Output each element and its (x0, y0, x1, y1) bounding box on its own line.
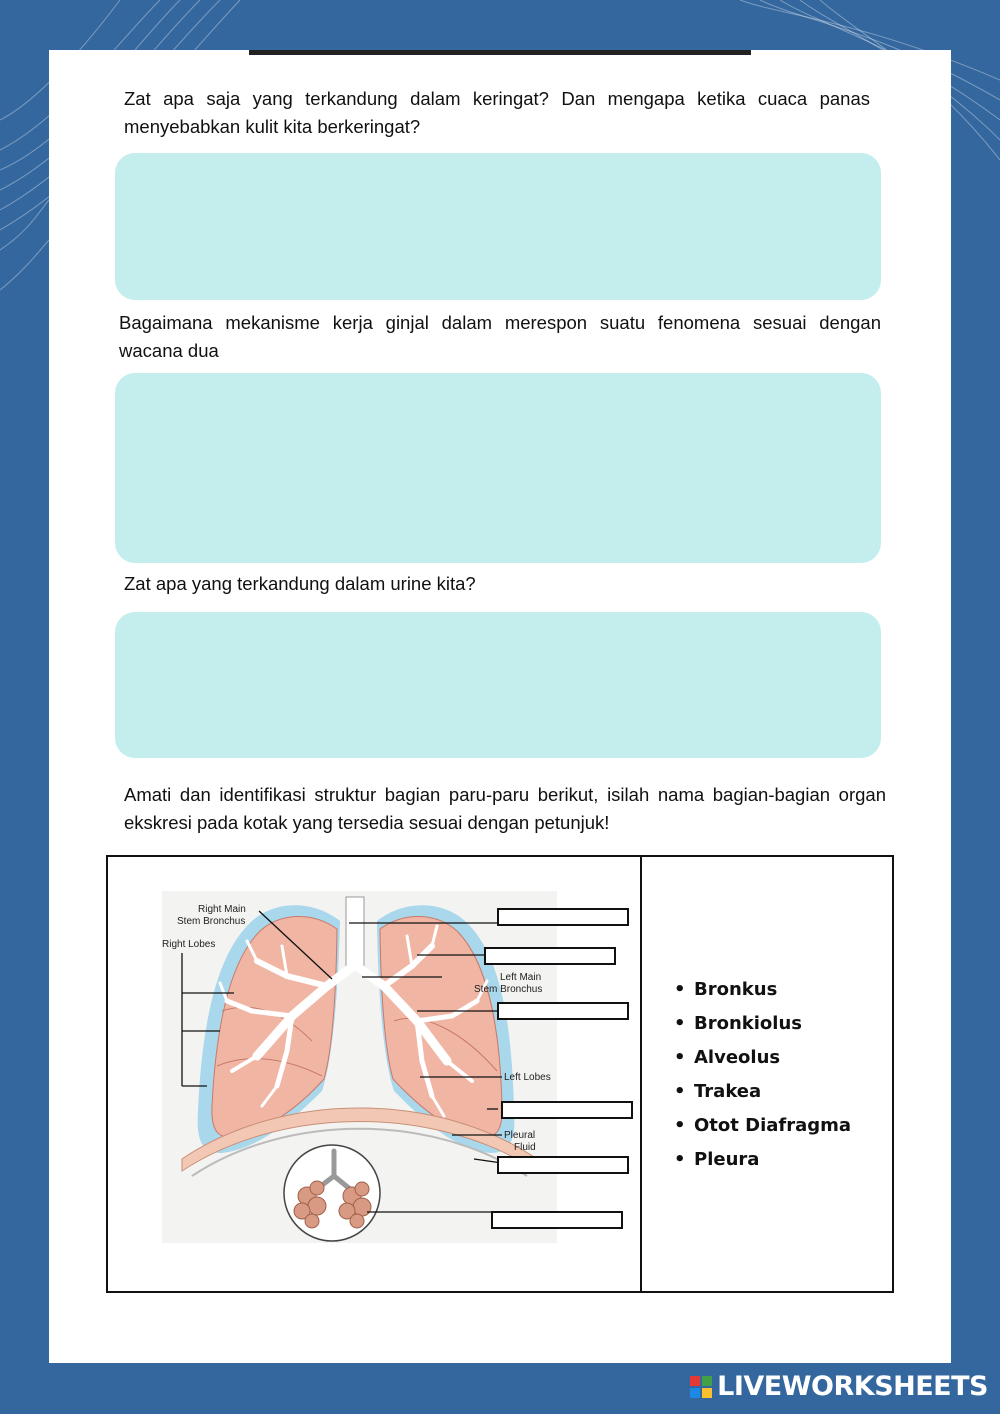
option-bronkus: • Bronkus (672, 973, 851, 1007)
liveworksheets-logo-icon (690, 1376, 712, 1398)
label-input-2[interactable] (484, 947, 616, 965)
top-bar-divider (249, 50, 751, 55)
label-left-main: Left Main (500, 972, 542, 983)
label-left-stem-bronchus: Stem Bronchus (474, 984, 543, 995)
label-pleural: Pleural (504, 1130, 536, 1141)
option-bronkiolus: • Bronkiolus (672, 1007, 851, 1041)
label-input-6[interactable] (491, 1211, 623, 1229)
label-input-5[interactable] (497, 1156, 629, 1174)
logo-square-v (690, 1388, 700, 1398)
question-1-text: Zat apa saja yang terkandung dalam keringat? Dan mengapa ketika cuaca panas menyebabkan kulit kita berkeringat? (124, 88, 870, 137)
liveworksheets-wordmark: LIVEWORKSHEETS (717, 1371, 988, 1402)
label-right-lobes: Right Lobes (162, 939, 216, 950)
option-pleura: • Pleura (672, 1143, 851, 1177)
label-input-3[interactable] (497, 1002, 629, 1020)
answer-box-3[interactable] (115, 612, 881, 758)
label-input-4[interactable] (501, 1101, 633, 1119)
option-trakea: • Trakea (672, 1075, 851, 1109)
option-otot-diafragma: • Otot Diafragma (672, 1109, 851, 1143)
identify-instruction: Amati dan identifikasi struktur bagian paru-paru berikut, isilah nama bagian-bagian organ ekskresi pada kotak yang tersedia sesuai dengan petunjuk! (124, 784, 886, 833)
liveworksheets-brand (690, 1371, 988, 1402)
option-alveolus: • Alveolus (672, 1041, 851, 1075)
answer-box-2[interactable] (115, 373, 881, 563)
lung-diagram (162, 891, 557, 1243)
label-right-stem-bronchus: Stem Bronchus (177, 916, 246, 927)
label-fluid: Fluid (514, 1142, 536, 1153)
label-input-1[interactable] (497, 908, 629, 926)
logo-square-e (702, 1388, 712, 1398)
label-left-lobes: Left Lobes (504, 1072, 551, 1083)
question-3-text: Zat apa yang terkandung dalam urine kita? (124, 573, 476, 594)
label-right-main: Right Main (198, 904, 246, 915)
lung-identification-table (106, 855, 894, 1293)
answer-options-list (672, 973, 851, 1177)
logo-square-i (702, 1376, 712, 1386)
answer-box-1[interactable] (115, 153, 881, 300)
question-2-text: Bagaimana mekanisme kerja ginjal dalam merespon suatu fenomena sesuai dengan wacana dua (119, 312, 881, 361)
table-column-divider (640, 857, 642, 1291)
worksheet-page (49, 50, 951, 1363)
logo-square-l (690, 1376, 700, 1386)
